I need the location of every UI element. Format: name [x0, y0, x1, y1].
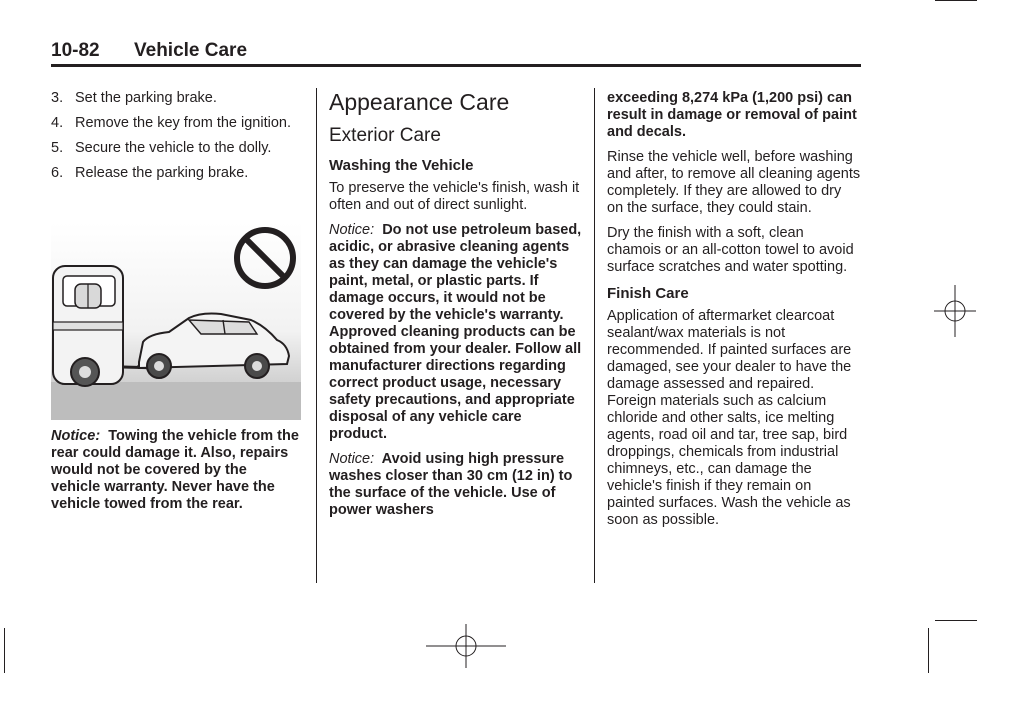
topic-heading: Washing the Vehicle: [329, 157, 474, 174]
towing-notice: [51, 428, 299, 521]
column-2: [329, 88, 583, 527]
crop-mark: [4, 628, 5, 673]
notice-label: Notice:: [51, 428, 101, 444]
crop-mark: [935, 0, 977, 1]
subsection-heading: Exterior Care: [329, 125, 441, 146]
column-1: [51, 90, 299, 190]
notice-label: Notice:: [329, 222, 375, 238]
section-heading: Appearance Care: [329, 89, 510, 115]
step-list: [51, 90, 299, 182]
column-3: [607, 90, 861, 537]
finish-care-heading: Finish Care: [607, 285, 689, 302]
pressure-notice: [329, 451, 583, 519]
list-item: 3. Set the parking brake.: [51, 90, 217, 106]
dry-paragraph: Dry the finish with a soft, clean chamois or an all-cotton towel to avoid surface scratches and water spotting.: [607, 225, 854, 275]
finish-care-paragraph: Application of aftermarket clearcoat sealant/wax materials is not recommended. If painted surfaces are damaged, see your dealer to have the damage assessed and repaired. Foreign materials such as calcium chloride and other salts, ice melting agents, road oil and tar, tree sap, bird droppings, chemicals from industrial chimneys, etc., can damage the vehicle's finish if they remain on painted surfaces. Wash the vehicle as soon as possible.: [607, 308, 852, 528]
notice-text: Towing the vehicle from the rear could damage it. Also, repairs would not be covered by the vehicle warranty. Never have the vehicle towed from the rear.: [51, 428, 299, 512]
column-divider-left: [316, 88, 317, 583]
header-rule: [51, 64, 861, 67]
notice-text: Avoid using high pressure washes closer than 30 cm (12 in) to the surface of the vehicle. Use of power washers: [329, 451, 573, 518]
list-item: 4. Remove the key from the ignition.: [51, 115, 291, 131]
rinse-paragraph: Rinse the vehicle well, before washing and after, to remove all cleaning agents completely. If they are allowed to dry on the surface, they could stain.: [607, 149, 861, 216]
registration-crosshair-icon: [930, 285, 980, 337]
column-divider-right: [594, 88, 595, 583]
intro-paragraph: To preserve the vehicle's finish, wash it often and out of direct sunlight.: [329, 180, 580, 213]
section-title: Vehicle Care: [134, 40, 248, 61]
crop-mark: [935, 620, 977, 621]
notice-label: Notice:: [329, 451, 375, 467]
cleaning-notice: [329, 222, 583, 443]
crop-mark: [928, 628, 929, 673]
registration-crosshair-icon: [426, 624, 506, 668]
list-item: 6. Release the parking brake.: [51, 165, 249, 181]
towing-illustration: [51, 222, 301, 420]
notice-continuation: exceeding 8,274 kPa (1,200 psi) can result in damage or removal of paint and decals.: [607, 90, 857, 140]
prohibited-towing-illustration: [51, 222, 301, 420]
page-number: 10-82: [51, 40, 100, 61]
list-item: 5. Secure the vehicle to the dolly.: [51, 140, 272, 156]
notice-text: Do not use petroleum based, acidic, or abrasive cleaning agents as they can damage the vehicle's paint, metal, or plastic parts. If damage occurs, it would not be covered by the vehicle's warranty. Approved cleaning products can be obtained from your dealer. Follow all manufacturer directions regarding correct product usage, necessary safety precautions, and appropriate disposal of any vehicle care product.: [329, 222, 582, 442]
